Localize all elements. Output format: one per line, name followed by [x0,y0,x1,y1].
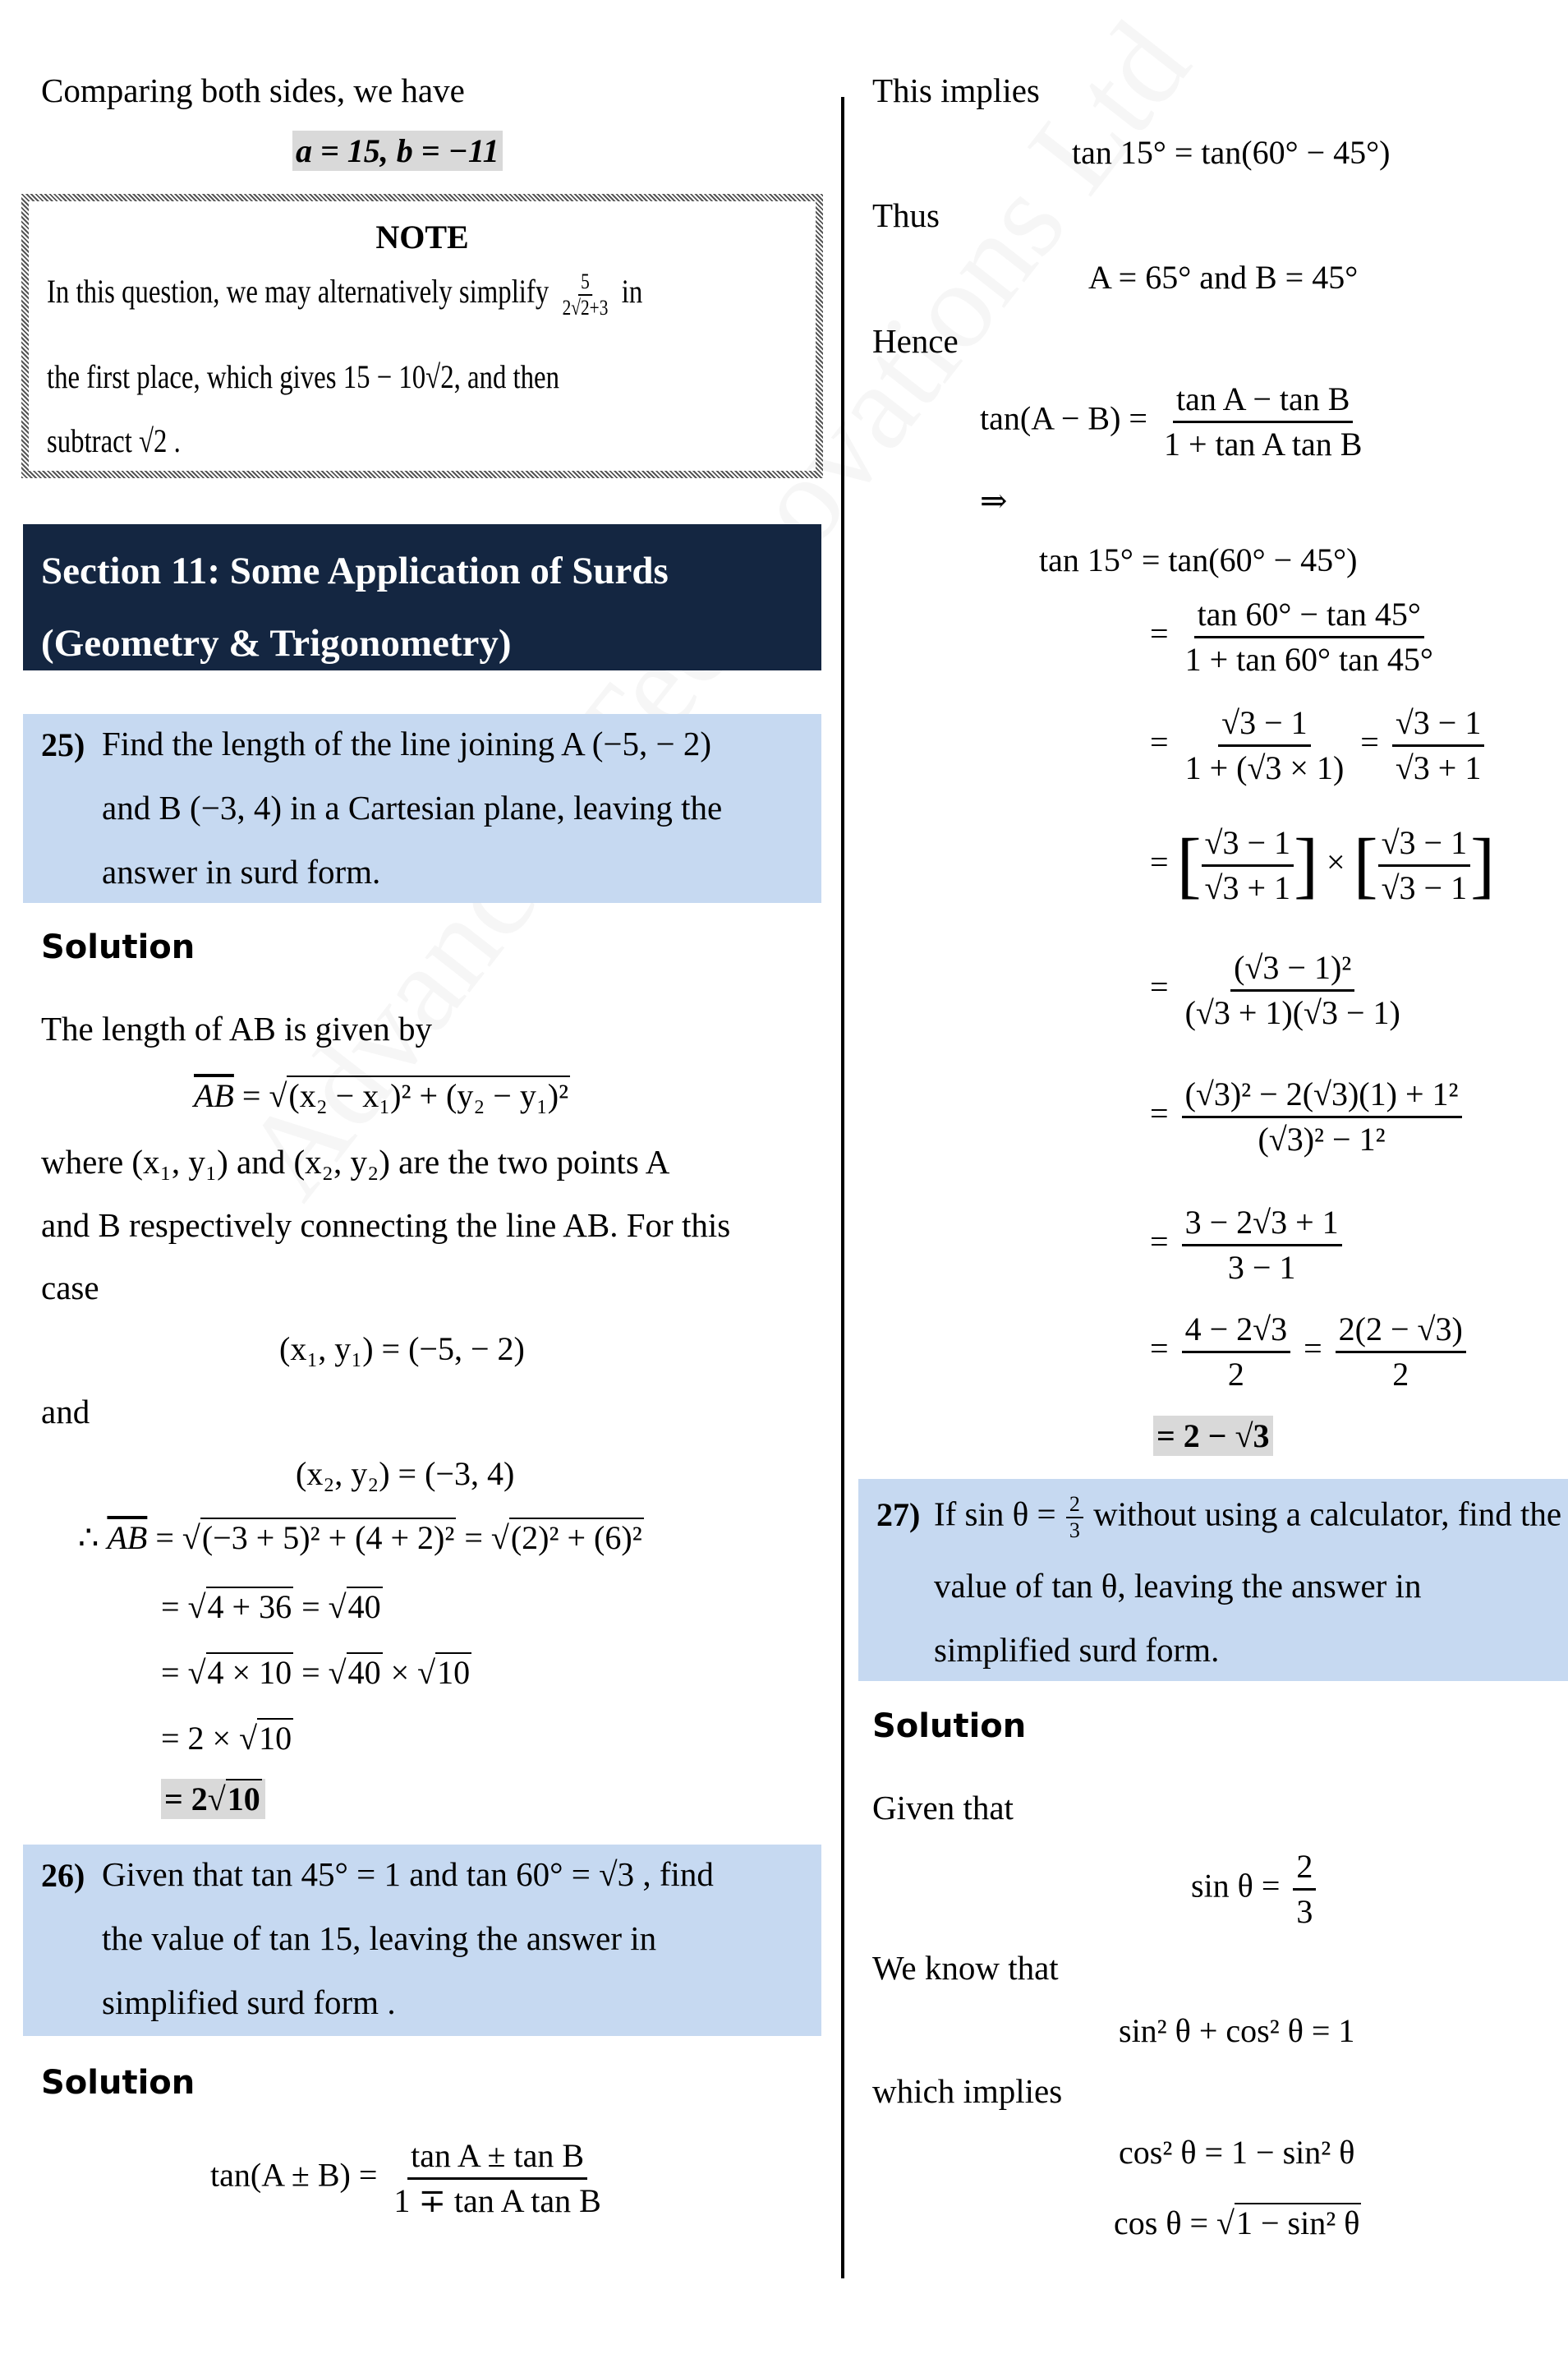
equation: tan 15° = tan(60° − 45°) [1039,541,1358,578]
radicand: 40 [347,1588,381,1625]
note-line-1-text: In this question, we may alternatively simplify [47,273,549,311]
step-num: √3 − 1 [1392,707,1485,747]
note-line-1 [47,271,642,319]
answer-26 [1153,1417,1273,1454]
fraction-den: 3 [1296,1893,1313,1930]
equation-lhs: cos θ = [1114,2204,1209,2241]
section-header [23,524,821,670]
step-num: √3 − 1 [1218,707,1311,747]
solution-text: The length of AB is given by [41,1010,433,1048]
question-25-box [23,714,821,903]
step-num: √3 − 1 [1378,827,1471,867]
radicand: 1 − sin² θ [1236,2204,1360,2241]
step-den: √3 − 1 [1381,869,1468,906]
question-26-box [23,1845,821,2036]
solution-text: Given that [872,1789,1014,1826]
solution-text: and B respectively connecting the line AB. For this [41,1206,731,1244]
step-3: = √4 × 10 = √40 × √10 [161,1654,471,1691]
radicand: 4 + 36 [207,1588,292,1625]
question-line [934,1494,1561,1541]
solution-heading: Solution [872,1707,1027,1745]
point-1: (x₁, y₁) = (−5, − 2) [279,1330,525,1367]
formula-num: tan A ± tan B [407,2140,587,2180]
section-title-line-2: (Geometry & Trigonometry) [41,622,512,665]
question-text: without using a calculator, find the [1093,1495,1562,1533]
distance-formula: $\overline{AB} = √(x_2 - x_1)^2 + (y_2 - y_1)^2$ [194,1077,569,1114]
radicand: 4 × 10 [207,1654,292,1691]
section-title-line-1: Section 11: Some Application of Surds [41,550,669,592]
formula-den: 1 ∓ tan A tan B [393,2182,601,2219]
formula-lhs: tan(A ± B) = [210,2156,378,2194]
step-num: (√3 − 1)² [1230,951,1354,992]
radicand: 10 [227,1780,260,1817]
step-num: 3 − 2√3 + 1 [1182,1206,1342,1246]
step-den: 2 [1227,1356,1244,1393]
radicand: 10 [259,1720,292,1757]
fraction-num: 2 [1293,1850,1316,1891]
radicand: (−3 + 5)² + (4 + 2)² [201,1519,455,1556]
step: = $\frac{\text{(√3)² − 2(√3)(1) + 1²}}{\text{(√3)² − 1²}}$ [1150,1078,1467,1156]
note-fraction-den: 2√2+3 [562,296,609,320]
step-den: 1 + tan 60° tan 45° [1184,641,1433,678]
step-num: tan 60° − tan 45° [1194,598,1424,638]
fraction-den: 3 [1069,1518,1080,1542]
step-num: 4 − 2√3 [1182,1313,1291,1353]
equation: A = 65° and B = 45° [1088,259,1359,296]
solution-text: Thus [872,196,940,234]
step-den: 3 − 1 [1227,1249,1296,1286]
fraction-num: 2 [1066,1494,1083,1518]
implies-arrow: ⇒ [980,482,1008,519]
solution-heading: Solution [41,2064,195,2102]
question-line: answer in surd form. [102,853,381,891]
question-text: If sin θ = [934,1495,1056,1533]
result-ab-text: a = 15, b = −11 [292,131,503,171]
step-4: = 2 × √10 [161,1720,292,1757]
step-num: √3 − 1 [1202,827,1294,867]
solution-text: case [41,1269,99,1306]
ab-symbol: $\overline{AB}$ [107,1519,148,1556]
solution-text: We know that [872,1949,1059,1987]
therefore-symbol: ∴ [78,1519,99,1556]
question-number: 27) [876,1496,921,1533]
step: = $\frac{4 - 2√3}{2}$ = $\frac{2(2 - √3)}{2}$ [1150,1313,1471,1391]
step: = $\frac{√3 - 1}{1 + (√3 \times 1)}$ = $\frac{√3 - 1}{√3 + 1}$ [1150,707,1489,785]
note-title: NOTE [375,219,469,256]
formula-num: tan A − tan B [1173,383,1353,423]
question-line: value of tan θ, leaving the answer in [934,1567,1422,1605]
step-num: 2(2 − √3) [1336,1313,1466,1353]
column-divider [841,97,844,2278]
tan-difference-formula [980,380,1370,463]
formula-lhs: tan(A − B) = [980,399,1147,437]
note-box [21,194,823,478]
answer-prefix: = 2 [164,1780,208,1817]
intro-text: Comparing both sides, we have [41,71,465,109]
step-num: (√3)² − 2(√3)(1) + 1² [1182,1078,1462,1118]
step-den: 1 + (√3 × 1) [1184,749,1345,786]
question-line: and B (−3, 4) in a Cartesian plane, leaving the [102,789,723,827]
equation: cos θ = √1 − sin² θ [1114,2204,1360,2241]
solution-text: Hence [872,322,959,360]
step: = $\frac{3 - 2√3 + 1}{3 - 1}$ [1150,1206,1347,1284]
step-den: (√3)² − 1² [1258,1121,1386,1158]
solution-text: which implies [872,2072,1063,2110]
solution-heading: Solution [41,928,195,966]
step-den: 2 [1392,1356,1409,1393]
equation: cos² θ = 1 − sin² θ [1119,2134,1355,2171]
radicand: 10 [437,1654,471,1691]
question-number: 26) [41,1857,85,1894]
note-fraction-num: 5 [578,271,592,296]
step-1: ∴ $\overline{AB} = √(-3 + 5)^2 + (4 + 2)^2 = √(2)^2 + (6)^2$ [78,1519,642,1556]
solution-text: where (x₁, y₁) and (x₂, y₂) are the two points A [41,1143,670,1181]
radicand: (x₂ − x₁)² + (y₂ − y₁)² [288,1077,569,1114]
result-ab [292,132,503,169]
ab-symbol: $\overline{AB}$ [194,1077,234,1114]
question-number: 25) [41,726,85,763]
note-line-1-end: in [621,273,643,311]
question-line: Given that tan 45° = 1 and tan 60° = √3 , find [102,1855,714,1893]
step-den: √3 + 1 [1395,749,1482,786]
point-2: (x₂, y₂) = (−3, 4) [296,1455,515,1492]
solution-text: This implies [872,71,1040,109]
tan-sum-formula [210,2137,609,2219]
question-line: simplified surd form. [934,1631,1220,1669]
step: = $\frac{\tan 60^\circ - \tan 45^\circ}{1 + \tan 60^\circ \tan 45^\circ}$ [1150,598,1442,676]
solution-text: and [41,1393,90,1430]
note-fraction [559,271,610,319]
question-27-box [858,1479,1568,1681]
step-2: = √4 + 36 = √40 [161,1588,381,1625]
equation: tan 15° = tan(60° − 45°) [1072,134,1391,171]
note-line-2: the first place, which gives 15 − 10√2, and then [47,358,560,395]
answer-25: = 2√10 [161,1783,265,1816]
radicand: (2)² + (6)² [510,1519,642,1556]
equation [1191,1850,1321,1928]
question-line: simplified surd form . [102,1983,396,2021]
question-line: Find the length of the line joining A (−5, − 2) [102,725,712,762]
equation: sin² θ + cos² θ = 1 [1119,2012,1355,2049]
step-4-prefix: = 2 × [161,1720,240,1757]
note-line-3: subtract √2 . [47,422,181,459]
formula-den: 1 + tan A tan B [1163,426,1363,463]
question-line: the value of tan 15, leaving the answer in [102,1919,657,1957]
equation-lhs: sin θ = [1191,1867,1281,1905]
step-den: √3 + 1 [1204,869,1291,906]
answer-text: = 2 − √3 [1153,1416,1273,1456]
radicand: 40 [347,1654,381,1691]
step-den: (√3 + 1)(√3 − 1) [1184,994,1400,1031]
step: = [ $\frac{√3 - 1}{√3 + 1}$ ] × [ $\frac{√3 - 1}{√3 - 1}$ ] [1150,824,1496,906]
step: = $\frac{\text{(√3 − 1)²}}{(√3 + 1)(√3 - 1)}$ [1150,951,1409,1029]
